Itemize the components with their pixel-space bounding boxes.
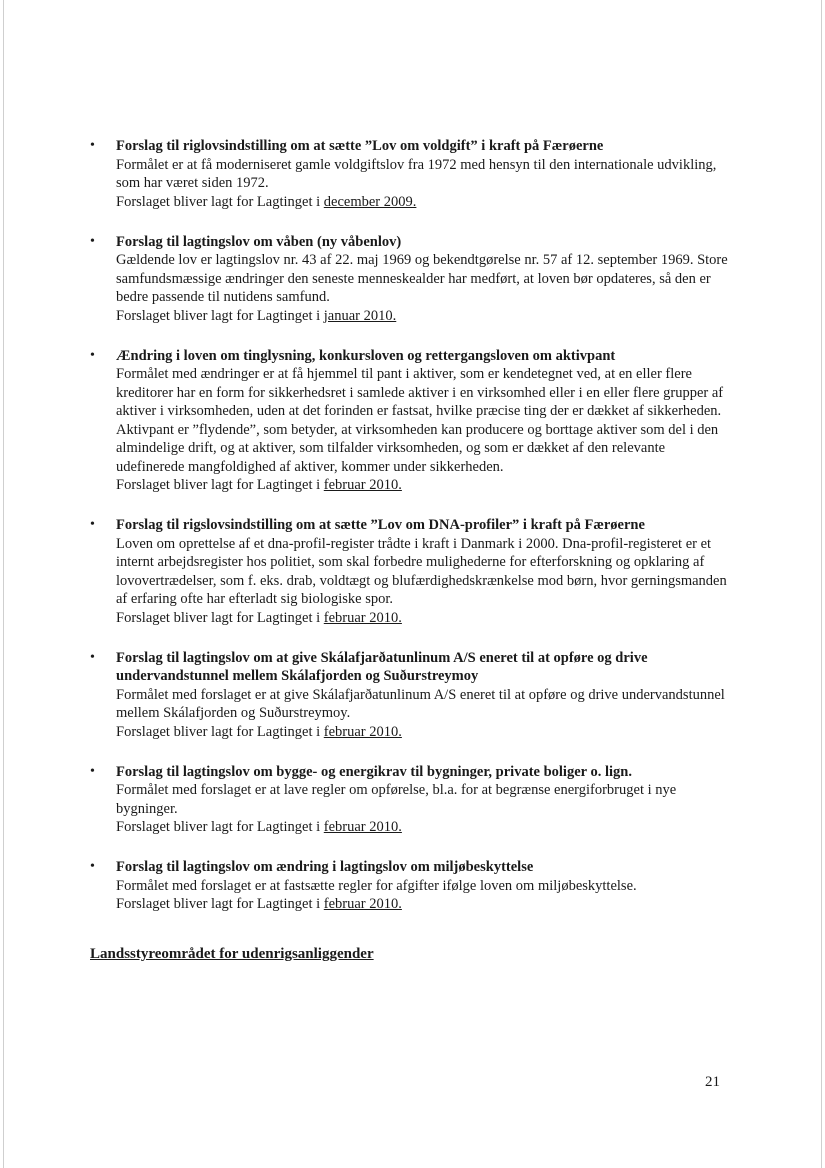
item-description: Gældende lov er lagtingslov nr. 43 af 22. maj 1969 og bekendtgørelse nr. 57 af 12. september 1969. Store samfundsmæssige ændringer den seneste menneskealder har medført, at loven bør opdateres, så den er bedre passende til nutidens samfund. — [116, 252, 728, 305]
list-item — [90, 516, 730, 627]
placement-date: februar 2010. — [323, 896, 402, 912]
item-description: Formålet er at få moderniseret gamle voldgiftslov fra 1972 med hensyn til den internationale udvikling, som har været siden 1972. — [116, 156, 717, 191]
item-placement — [116, 609, 730, 628]
item-description: Loven om oprettelse af et dna-profil-register trådte i kraft i Danmark i 2000. Dna-profil-registeret er et internt arbejdsregister hos politiet, som skal forbedre mulighederne for efterforskning og opklaring af lovovertrædelser, som f. eks. drab, voldtægt og blufærdighedskrænkelse mod børn, hvor gerningsmanden af erfaring ofte har efterladt sig biologiske spor. — [116, 535, 727, 607]
bullet-icon: • — [90, 763, 95, 779]
list-item — [90, 763, 730, 837]
list-item — [90, 233, 730, 326]
item-title: Forslag til riglovsindstilling om at sætte ”Lov om voldgift” i kraft på Færøerne — [116, 138, 604, 154]
placement-prefix: Forslaget bliver lagt for Lagtinget i — [116, 307, 324, 324]
item-description: Formålet med forslaget er at fastsætte regler for afgifter ifølge loven om miljøbeskyttelse. — [116, 877, 637, 894]
bullet-icon: • — [90, 233, 95, 249]
item-placement — [116, 193, 730, 212]
list-item — [90, 649, 730, 742]
list-item — [90, 858, 730, 914]
placement-prefix: Forslaget bliver lagt for Lagtinget i — [116, 477, 324, 493]
item-description: Formålet med ændringer er at få hjemmel til pant i aktiver, som er kendetegnet ved, at en eller flere kreditorer har en form for sikkerhedsret i samlede aktiver i en virksomhed eller i en eller flere grupper af aktiver i virksomheden, uden at det forinden er fastsat, hvilke præcise ting der er dækket af sikkerheden. Aktivpant er ”flydende”, som betyder, at virksomheden kan producere og borttage aktiver som del i den almindelige drift, og at aktiver, som tilfalder virksomheden, og som er dækket af den relevante udefinerede mangfoldighed af aktiver, kommer under sikkerheden. — [116, 366, 724, 475]
bullet-icon: • — [90, 649, 95, 665]
placement-date: februar 2010. — [323, 609, 402, 626]
item-description: Formålet med forslaget er at give Skálafjarðatunlinum A/S eneret til at opføre og drive undervandstunnel mellem Skálafjorden og Suðurstreymoy. — [116, 686, 725, 721]
placement-date: februar 2010. — [323, 723, 402, 740]
bullet-icon: • — [90, 859, 95, 874]
item-title: Forslag til lagtingslov om ændring i lagtingslov om miljøbeskyttelse — [116, 859, 534, 875]
item-title: Forslag til lagtingslov om at give Skálafjarðatunlinum A/S eneret til at opføre og drive undervandstunnel mellem Skálafjorden og Suðurstreymoy — [116, 649, 648, 684]
placement-date: februar 2010. — [323, 819, 402, 835]
item-title: Forslag til rigslovsindstilling om at sætte ”Lov om DNA-profiler” i kraft på Færøerne — [116, 517, 645, 533]
item-title: Ændring i loven om tinglysning, konkursloven og rettergangsloven om aktivpant — [116, 347, 616, 364]
page-number: 21 — [705, 1074, 720, 1090]
item-placement — [116, 307, 730, 326]
scan-edge-left — [3, 0, 4, 1168]
placement-prefix: Forslaget bliver lagt for Lagtinget i — [116, 723, 324, 740]
proposal-list — [90, 137, 730, 935]
list-item — [90, 347, 730, 495]
placement-date: januar 2010. — [323, 307, 397, 324]
item-title: Forslag til lagtingslov om våben (ny våbenlov) — [116, 233, 402, 250]
bullet-icon: • — [90, 138, 95, 153]
item-placement — [116, 476, 730, 495]
bullet-icon: • — [90, 347, 95, 363]
bullet-icon: • — [90, 517, 95, 532]
scan-edge-right — [821, 0, 822, 1168]
placement-prefix: Forslaget bliver lagt for Lagtinget i — [116, 896, 324, 912]
item-placement — [116, 818, 730, 837]
item-title: Forslag til lagtingslov om bygge- og energikrav til bygninger, private boliger o. lign. — [116, 763, 632, 780]
placement-prefix: Forslaget bliver lagt for Lagtinget i — [116, 193, 324, 210]
section-heading: Landsstyreområdet for udenrigsanliggender — [90, 946, 374, 962]
placement-prefix: Forslaget bliver lagt for Lagtinget i — [116, 819, 324, 835]
placement-prefix: Forslaget bliver lagt for Lagtinget i — [116, 609, 324, 626]
placement-date: december 2009. — [323, 193, 417, 210]
placement-date: februar 2010. — [323, 477, 402, 493]
item-placement — [116, 895, 730, 914]
list-item — [90, 137, 730, 211]
item-description: Formålet med forslaget er at lave regler om opførelse, bl.a. for at begrænse energiforbruget i nye bygninger. — [116, 782, 677, 817]
item-placement — [116, 723, 730, 742]
